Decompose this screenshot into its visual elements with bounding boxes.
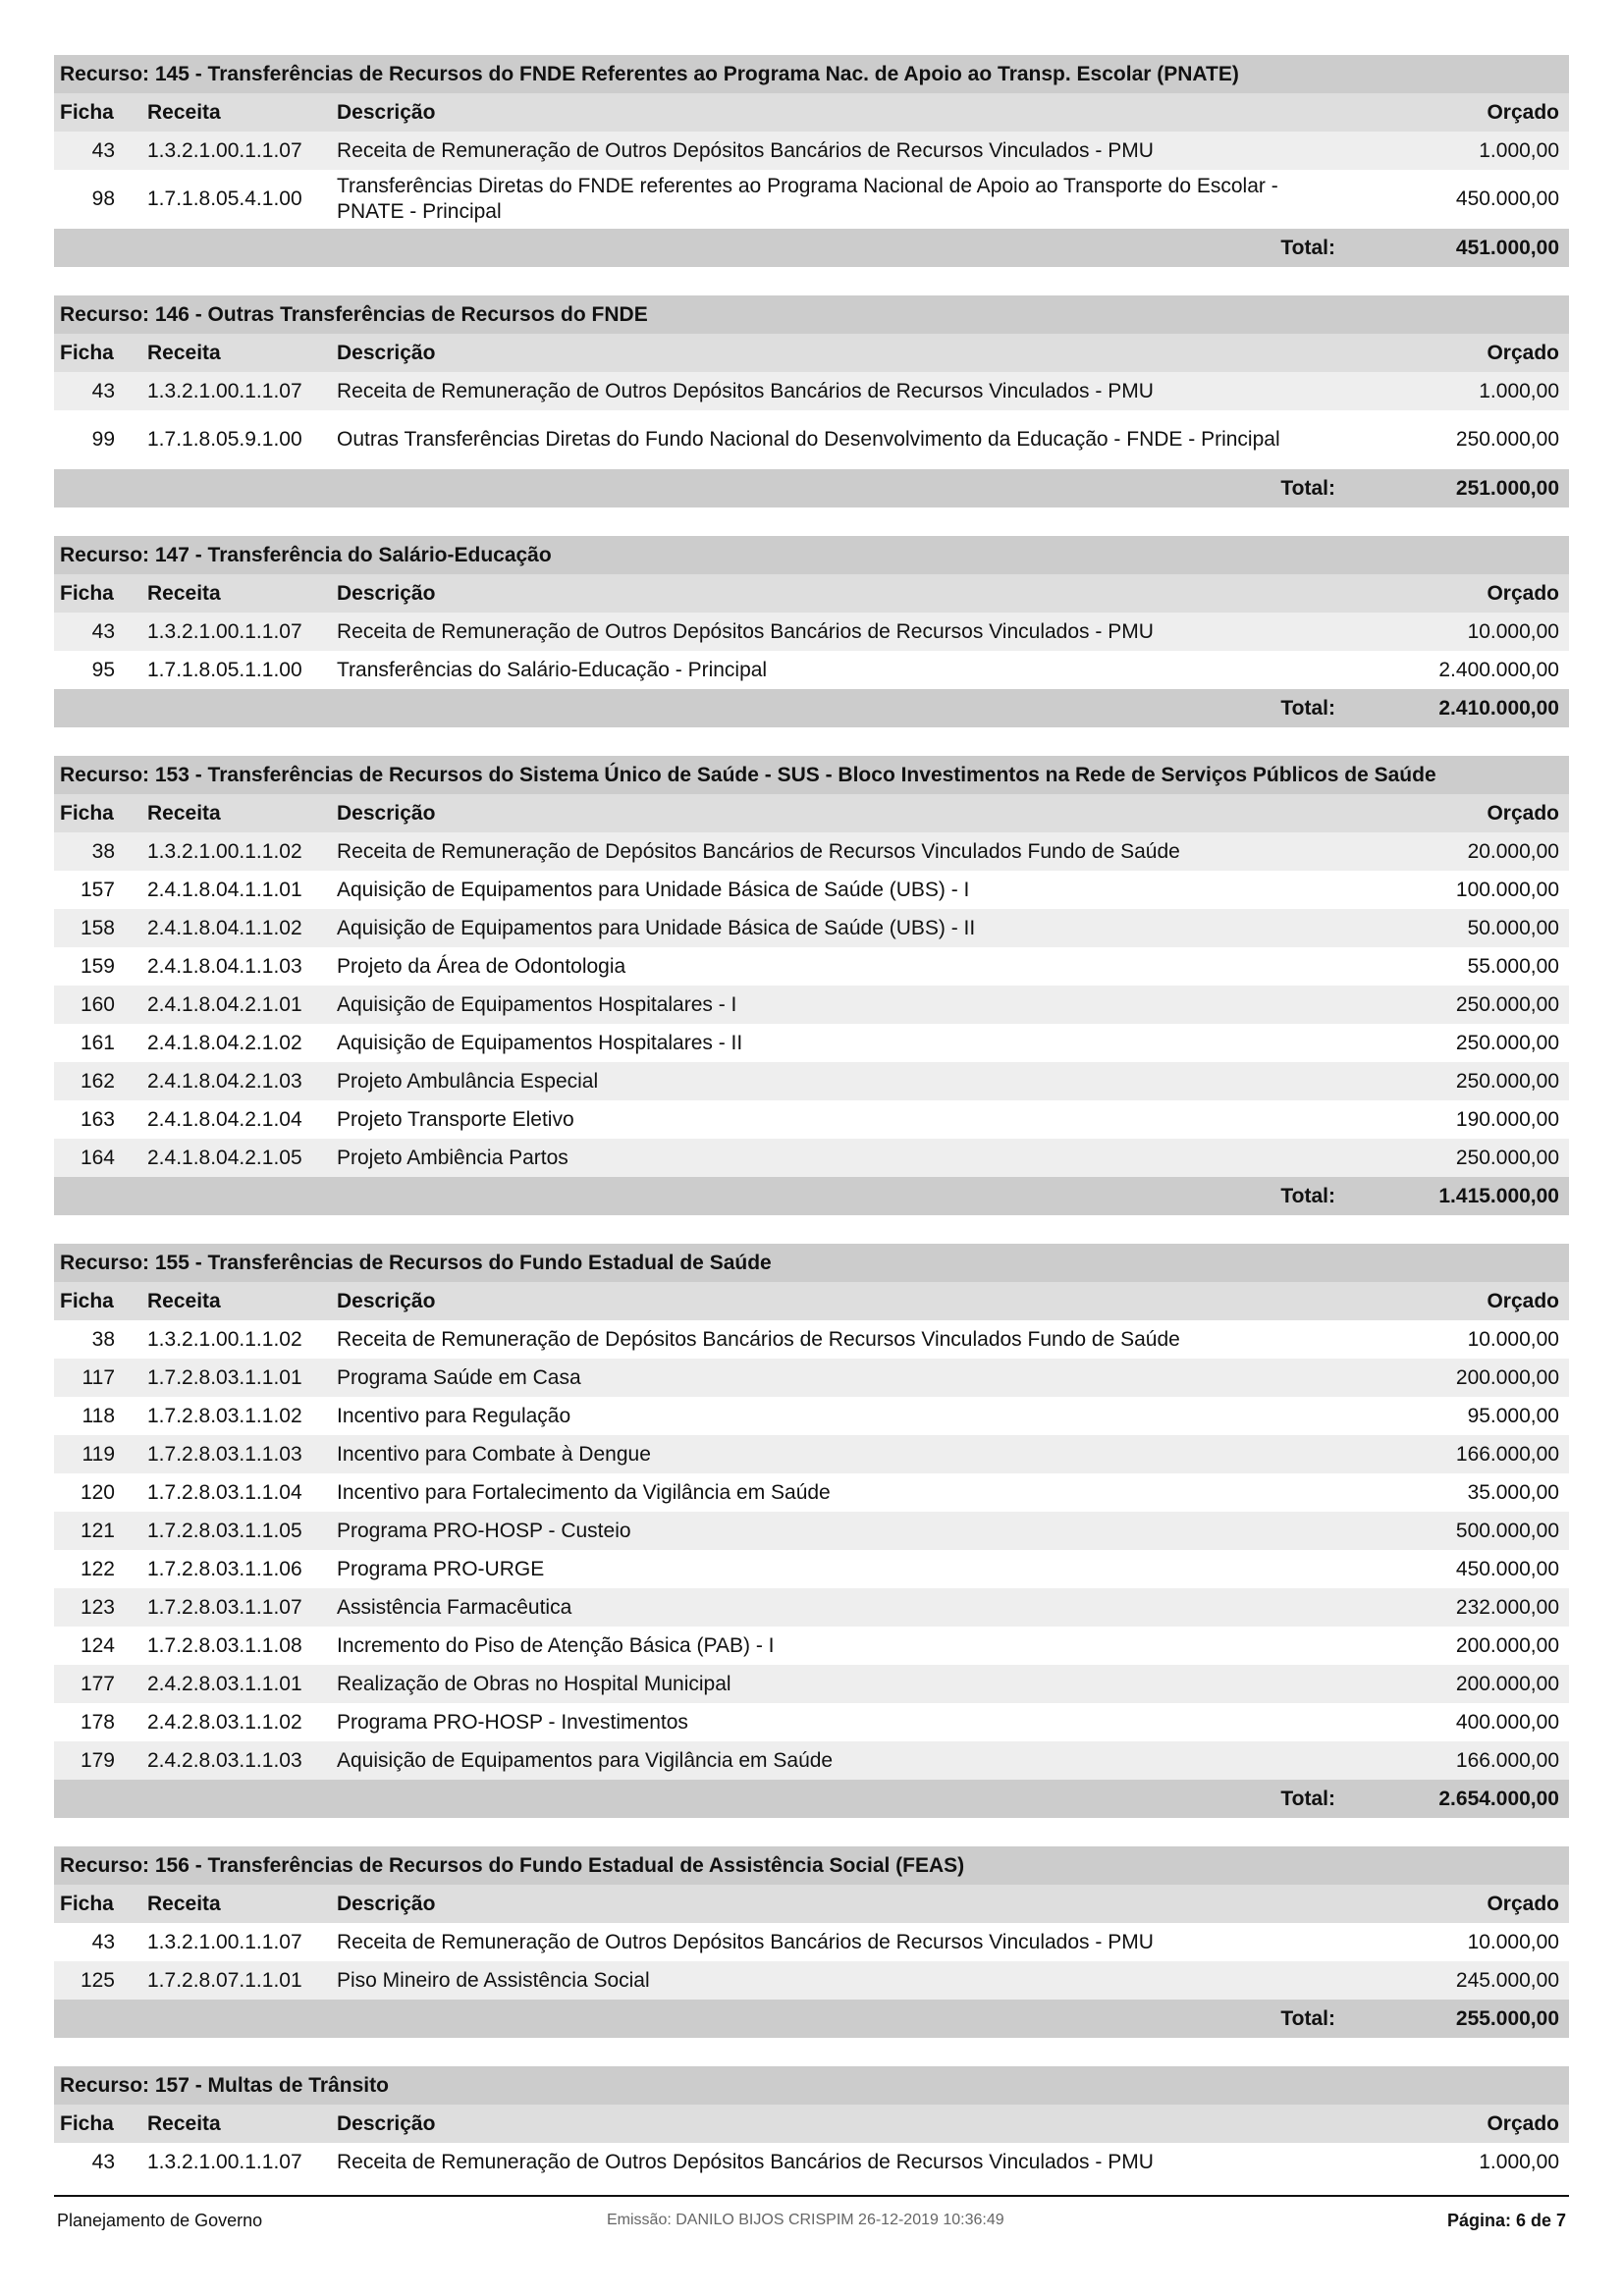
cell-orcado: 100.000,00 [1455, 878, 1559, 901]
column-header-ficha: Ficha [60, 1289, 114, 1312]
cell-receita: 1.7.2.8.07.1.1.01 [147, 1968, 302, 1992]
column-header-orcado: Orçado [1487, 341, 1559, 364]
footer-department: Planejamento de Governo [57, 2211, 263, 2230]
cell-descricao: Receita de Remuneração de Outros Depósitos Bancários de Recursos Vinculados - PMU [337, 379, 1154, 402]
total-label: Total: [1280, 696, 1335, 720]
column-header-receita: Receita [147, 1892, 221, 1915]
cell-descricao: Incremento do Piso de Atenção Básica (PAB) - I [337, 1633, 775, 1657]
recurso-title: Recurso: 155 - Transferências de Recursos do Fundo Estadual de Saúde [54, 1244, 1569, 1282]
cell-receita: 2.4.1.8.04.2.1.03 [147, 1069, 302, 1093]
cell-ficha: 38 [91, 839, 115, 863]
cell-receita: 1.7.1.8.05.9.1.00 [147, 428, 302, 451]
table-row [54, 1703, 1569, 1741]
table-row [54, 947, 1569, 986]
cell-ficha: 43 [91, 138, 115, 162]
cell-orcado: 1.000,00 [1479, 2150, 1559, 2173]
recurso-section [54, 756, 1569, 1215]
cell-orcado: 166.000,00 [1455, 1748, 1559, 1772]
cell-orcado: 10.000,00 [1467, 1930, 1559, 1953]
cell-orcado: 200.000,00 [1455, 1672, 1559, 1695]
footer-page-number: Página: 6 de 7 [1446, 2211, 1566, 2230]
cell-receita: 2.4.1.8.04.1.1.03 [147, 954, 302, 978]
cell-ficha: 158 [80, 916, 115, 939]
cell-receita: 2.4.1.8.04.2.1.04 [147, 1107, 302, 1131]
column-header-descricao: Descrição [337, 2111, 436, 2135]
table-row [54, 2143, 1569, 2181]
column-header-receita: Receita [147, 341, 221, 364]
column-header-receita: Receita [147, 1289, 221, 1312]
cell-descricao: Projeto da Área de Odontologia [337, 954, 626, 978]
cell-descricao: Transferências Diretas do FNDE referentes ao Programa Nacional de Apoio ao Transporte do Escolar - PNATE - Principal [337, 175, 1278, 223]
total-value: 451.000,00 [1455, 236, 1559, 259]
table-row [54, 132, 1569, 170]
cell-orcado: 20.000,00 [1467, 839, 1559, 863]
table-row [54, 1100, 1569, 1139]
page-footer [57, 2211, 1566, 2238]
recurso-title: Recurso: 156 - Transferências de Recursos do Fundo Estadual de Assistência Social (FEAS) [54, 1846, 1569, 1885]
cell-descricao: Projeto Ambulância Especial [337, 1069, 599, 1093]
table-row [54, 1961, 1569, 2000]
total-label: Total: [1280, 476, 1335, 500]
cell-orcado: 250.000,00 [1455, 1031, 1559, 1054]
cell-receita: 1.3.2.1.00.1.1.07 [147, 619, 302, 643]
column-header-row [54, 334, 1569, 372]
column-header-row [54, 1282, 1569, 1320]
cell-descricao: Outras Transferências Diretas do Fundo Nacional do Desenvolvimento da Educação - FNDE - Principal [337, 428, 1280, 451]
cell-orcado: 10.000,00 [1467, 619, 1559, 643]
table-row [54, 1397, 1569, 1435]
cell-receita: 1.7.2.8.03.1.1.03 [147, 1442, 302, 1466]
column-header-receita: Receita [147, 2111, 221, 2135]
recurso-title: Recurso: 157 - Multas de Trânsito [54, 2066, 1569, 2105]
column-header-orcado: Orçado [1487, 581, 1559, 605]
cell-orcado: 400.000,00 [1455, 1710, 1559, 1734]
cell-descricao: Receita de Remuneração de Outros Depósitos Bancários de Recursos Vinculados - PMU [337, 1930, 1154, 1953]
table-row [54, 1627, 1569, 1665]
cell-orcado: 250.000,00 [1455, 428, 1559, 451]
cell-receita: 1.3.2.1.00.1.1.07 [147, 1930, 302, 1953]
table-row [54, 1588, 1569, 1627]
cell-ficha: 157 [80, 878, 115, 901]
cell-receita: 1.3.2.1.00.1.1.07 [147, 2150, 302, 2173]
recurso-section [54, 295, 1569, 507]
cell-descricao: Programa Saúde em Casa [337, 1365, 581, 1389]
total-row [54, 1780, 1569, 1818]
total-label: Total: [1280, 236, 1335, 259]
table-row [54, 1139, 1569, 1177]
cell-orcado: 245.000,00 [1455, 1968, 1559, 1992]
cell-receita: 1.7.1.8.05.4.1.00 [147, 187, 302, 210]
column-header-row [54, 93, 1569, 132]
table-row [54, 1923, 1569, 1961]
cell-orcado: 166.000,00 [1455, 1442, 1559, 1466]
cell-descricao: Aquisição de Equipamentos para Vigilância em Saúde [337, 1748, 834, 1772]
cell-ficha: 117 [81, 1365, 115, 1389]
column-header-orcado: Orçado [1487, 1289, 1559, 1312]
cell-receita: 1.3.2.1.00.1.1.02 [147, 1327, 302, 1351]
report-body [54, 55, 1569, 2210]
cell-ficha: 121 [80, 1519, 115, 1542]
cell-descricao: Aquisição de Equipamentos Hospitalares - I [337, 992, 737, 1016]
cell-descricao: Receita de Remuneração de Outros Depósitos Bancários de Recursos Vinculados - PMU [337, 138, 1154, 162]
cell-orcado: 1.000,00 [1479, 379, 1559, 402]
cell-receita: 1.3.2.1.00.1.1.07 [147, 138, 302, 162]
cell-receita: 1.7.1.8.05.1.1.00 [147, 658, 302, 681]
table-row [54, 1665, 1569, 1703]
column-header-row [54, 574, 1569, 613]
table-row [54, 1320, 1569, 1359]
cell-ficha: 177 [80, 1672, 115, 1695]
table-row [54, 1359, 1569, 1397]
cell-receita: 2.4.1.8.04.2.1.01 [147, 992, 302, 1016]
cell-orcado: 35.000,00 [1467, 1480, 1559, 1504]
cell-descricao: Receita de Remuneração de Outros Depósitos Bancários de Recursos Vinculados - PMU [337, 619, 1154, 643]
recurso-section [54, 536, 1569, 727]
cell-ficha: 38 [91, 1327, 115, 1351]
cell-orcado: 250.000,00 [1455, 1146, 1559, 1169]
cell-descricao: Programa PRO-HOSP - Custeio [337, 1519, 631, 1542]
cell-receita: 1.7.2.8.03.1.1.02 [147, 1404, 302, 1427]
total-row [54, 2000, 1569, 2038]
cell-descricao: Projeto Ambiência Partos [337, 1146, 568, 1169]
column-header-receita: Receita [147, 100, 221, 124]
cell-orcado: 250.000,00 [1455, 1069, 1559, 1093]
total-label: Total: [1280, 2006, 1335, 2030]
recurso-title: Recurso: 147 - Transferência do Salário-Educação [54, 536, 1569, 574]
cell-descricao: Assistência Farmacêutica [337, 1595, 572, 1619]
cell-ficha: 164 [80, 1146, 115, 1169]
cell-orcado: 450.000,00 [1455, 187, 1559, 210]
table-row [54, 613, 1569, 651]
total-value: 251.000,00 [1455, 476, 1559, 500]
column-header-orcado: Orçado [1487, 801, 1559, 825]
total-label: Total: [1280, 1787, 1335, 1810]
cell-ficha: 123 [80, 1595, 115, 1619]
column-header-descricao: Descrição [337, 341, 436, 364]
cell-ficha: 160 [80, 992, 115, 1016]
cell-descricao: Aquisição de Equipamentos para Unidade Básica de Saúde (UBS) - II [337, 916, 976, 939]
cell-receita: 1.7.2.8.03.1.1.04 [147, 1480, 302, 1504]
table-row [54, 651, 1569, 689]
cell-receita: 2.4.2.8.03.1.1.02 [147, 1710, 302, 1734]
cell-ficha: 163 [80, 1107, 115, 1131]
cell-receita: 1.3.2.1.00.1.1.02 [147, 839, 302, 863]
cell-receita: 2.4.2.8.03.1.1.01 [147, 1672, 302, 1695]
cell-receita: 1.7.2.8.03.1.1.06 [147, 1557, 302, 1580]
cell-ficha: 120 [80, 1480, 115, 1504]
cell-orcado: 1.000,00 [1479, 138, 1559, 162]
column-header-ficha: Ficha [60, 100, 114, 124]
column-header-receita: Receita [147, 581, 221, 605]
column-header-receita: Receita [147, 801, 221, 825]
table-row [54, 871, 1569, 909]
total-value: 1.415.000,00 [1438, 1184, 1559, 1207]
cell-descricao: Realização de Obras no Hospital Municipal [337, 1672, 731, 1695]
column-header-row [54, 794, 1569, 832]
cell-ficha: 95 [91, 658, 115, 681]
total-value: 2.654.000,00 [1438, 1787, 1559, 1810]
table-row [54, 1473, 1569, 1512]
cell-receita: 1.7.2.8.03.1.1.01 [147, 1365, 302, 1389]
cell-receita: 2.4.1.8.04.1.1.02 [147, 916, 302, 939]
cell-ficha: 179 [80, 1748, 115, 1772]
cell-descricao: Programa PRO-HOSP - Investimentos [337, 1710, 688, 1734]
column-header-orcado: Orçado [1487, 2111, 1559, 2135]
cell-descricao: Programa PRO-URGE [337, 1557, 545, 1580]
cell-receita: 2.4.1.8.04.2.1.02 [147, 1031, 302, 1054]
cell-ficha: 98 [91, 187, 115, 210]
cell-ficha: 43 [91, 2150, 115, 2173]
cell-ficha: 161 [80, 1031, 115, 1054]
cell-ficha: 178 [80, 1710, 115, 1734]
cell-ficha: 118 [81, 1404, 115, 1427]
total-value: 255.000,00 [1455, 2006, 1559, 2030]
cell-orcado: 450.000,00 [1455, 1557, 1559, 1580]
recurso-section [54, 55, 1569, 267]
cell-ficha: 159 [80, 954, 115, 978]
cell-orcado: 2.400.000,00 [1438, 658, 1559, 681]
cell-receita: 2.4.1.8.04.1.1.01 [147, 878, 302, 901]
cell-ficha: 43 [91, 379, 115, 402]
table-row [54, 410, 1569, 469]
cell-orcado: 250.000,00 [1455, 992, 1559, 1016]
column-header-descricao: Descrição [337, 801, 436, 825]
cell-ficha: 43 [91, 619, 115, 643]
cell-receita: 1.3.2.1.00.1.1.07 [147, 379, 302, 402]
table-row [54, 1741, 1569, 1780]
cell-descricao: Piso Mineiro de Assistência Social [337, 1968, 650, 1992]
table-row [54, 1062, 1569, 1100]
total-row [54, 469, 1569, 507]
table-row [54, 986, 1569, 1024]
cell-ficha: 99 [91, 428, 115, 451]
total-row [54, 229, 1569, 267]
cell-receita: 1.7.2.8.03.1.1.05 [147, 1519, 302, 1542]
table-row [54, 909, 1569, 947]
footer-emission: Emissão: DANILO BIJOS CRISPIM 26-12-2019 10:36:49 [607, 2212, 1004, 2228]
cell-ficha: 162 [80, 1069, 115, 1093]
cell-ficha: 122 [80, 1557, 115, 1580]
cell-descricao: Receita de Remuneração de Depósitos Bancários de Recursos Vinculados Fundo de Saúde [337, 839, 1180, 863]
column-header-descricao: Descrição [337, 1289, 436, 1312]
column-header-ficha: Ficha [60, 341, 114, 364]
cell-ficha: 43 [91, 1930, 115, 1953]
recurso-section [54, 2066, 1569, 2181]
cell-orcado: 232.000,00 [1455, 1595, 1559, 1619]
total-label: Total: [1280, 1184, 1335, 1207]
cell-receita: 1.7.2.8.03.1.1.08 [147, 1633, 302, 1657]
cell-orcado: 10.000,00 [1467, 1327, 1559, 1351]
column-header-orcado: Orçado [1487, 1892, 1559, 1915]
cell-descricao: Projeto Transporte Eletivo [337, 1107, 574, 1131]
cell-descricao: Transferências do Salário-Educação - Principal [337, 658, 768, 681]
cell-orcado: 200.000,00 [1455, 1633, 1559, 1657]
table-row [54, 1435, 1569, 1473]
cell-orcado: 95.000,00 [1467, 1404, 1559, 1427]
cell-descricao: Incentivo para Regulação [337, 1404, 571, 1427]
column-header-descricao: Descrição [337, 581, 436, 605]
column-header-ficha: Ficha [60, 581, 114, 605]
total-row [54, 689, 1569, 727]
column-header-ficha: Ficha [60, 2111, 114, 2135]
cell-receita: 1.7.2.8.03.1.1.07 [147, 1595, 302, 1619]
cell-descricao: Aquisição de Equipamentos Hospitalares - II [337, 1031, 743, 1054]
cell-descricao: Incentivo para Fortalecimento da Vigilância em Saúde [337, 1480, 831, 1504]
recurso-title: Recurso: 146 - Outras Transferências de Recursos do FNDE [54, 295, 1569, 334]
cell-receita: 2.4.1.8.04.2.1.05 [147, 1146, 302, 1169]
column-header-row [54, 2105, 1569, 2143]
recurso-section [54, 1846, 1569, 2038]
total-row [54, 1177, 1569, 1215]
cell-descricao: Receita de Remuneração de Depósitos Bancários de Recursos Vinculados Fundo de Saúde [337, 1327, 1180, 1351]
cell-ficha: 119 [81, 1442, 115, 1466]
cell-descricao: Receita de Remuneração de Outros Depósitos Bancários de Recursos Vinculados - PMU [337, 2150, 1154, 2173]
column-header-descricao: Descrição [337, 1892, 436, 1915]
table-row [54, 1512, 1569, 1550]
column-header-ficha: Ficha [60, 1892, 114, 1915]
column-header-row [54, 1885, 1569, 1923]
column-header-orcado: Orçado [1487, 100, 1559, 124]
cell-descricao: Aquisição de Equipamentos para Unidade Básica de Saúde (UBS) - I [337, 878, 970, 901]
column-header-ficha: Ficha [60, 801, 114, 825]
cell-receita: 2.4.2.8.03.1.1.03 [147, 1748, 302, 1772]
recurso-title: Recurso: 145 - Transferências de Recursos do FNDE Referentes ao Programa Nac. de Apoio ao Transp. Escolar (PNATE) [54, 55, 1569, 93]
footer-divider [54, 2195, 1569, 2197]
cell-ficha: 125 [80, 1968, 115, 1992]
cell-orcado: 200.000,00 [1455, 1365, 1559, 1389]
recurso-title: Recurso: 153 - Transferências de Recursos do Sistema Único de Saúde - SUS - Bloco Investimentos na Rede de Serviços Públicos de Saúde [54, 756, 1569, 794]
table-row [54, 1550, 1569, 1588]
cell-orcado: 55.000,00 [1467, 954, 1559, 978]
total-value: 2.410.000,00 [1438, 696, 1559, 720]
cell-ficha: 124 [80, 1633, 115, 1657]
table-row [54, 832, 1569, 871]
cell-orcado: 50.000,00 [1467, 916, 1559, 939]
column-header-descricao: Descrição [337, 100, 436, 124]
table-row [54, 170, 1569, 229]
table-row [54, 372, 1569, 410]
cell-orcado: 500.000,00 [1455, 1519, 1559, 1542]
cell-descricao: Incentivo para Combate à Dengue [337, 1442, 651, 1466]
table-row [54, 1024, 1569, 1062]
recurso-section [54, 1244, 1569, 1818]
cell-orcado: 190.000,00 [1455, 1107, 1559, 1131]
